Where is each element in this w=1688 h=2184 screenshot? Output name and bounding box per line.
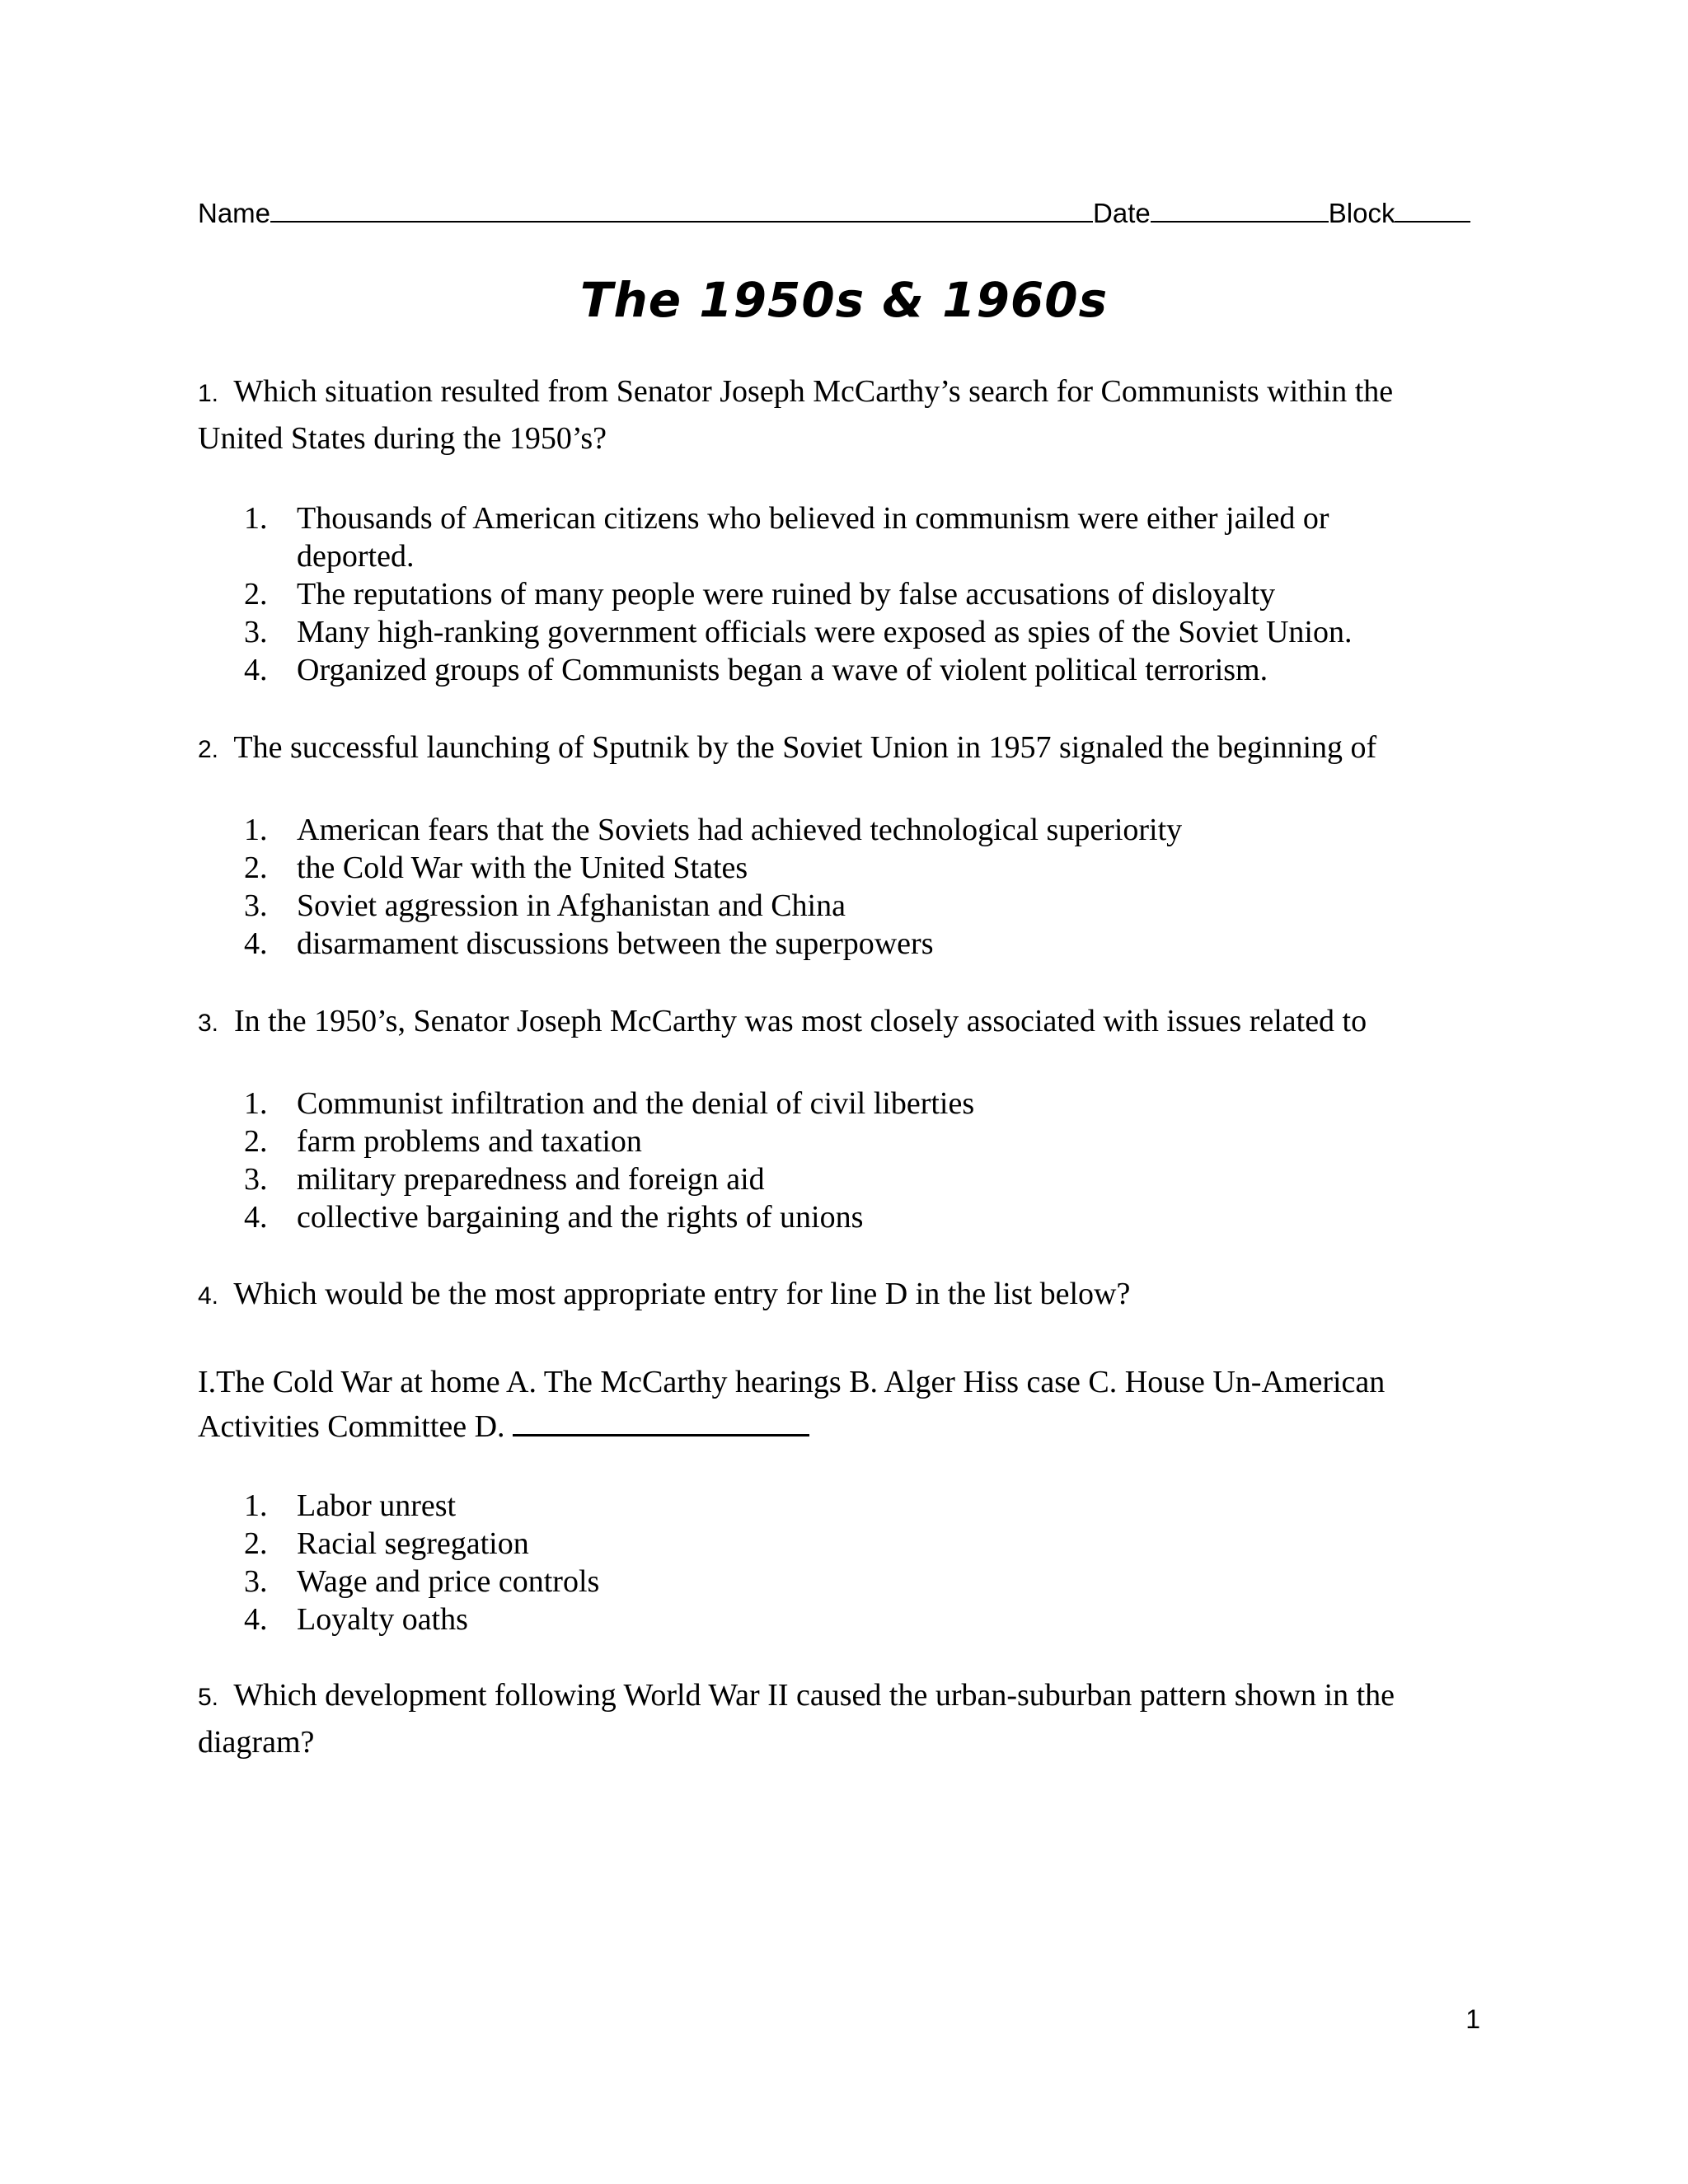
option[interactable]	[244, 887, 1414, 925]
question-text: The successful launching of Sputnik by the Soviet Union in 1957 signaled the beginning of	[233, 730, 1377, 765]
option-text: Wage and price controls	[297, 1564, 600, 1599]
header-line	[198, 196, 1484, 229]
option-text: Loyalty oaths	[297, 1602, 468, 1637]
date-label: Date	[1093, 198, 1151, 228]
option[interactable]	[244, 1122, 1414, 1160]
question-number: 4.	[198, 1282, 219, 1310]
option-number: 2.	[244, 1124, 268, 1159]
option-text: Thousands of American citizens who believed in communism were either jailed or deported.	[297, 501, 1329, 574]
option[interactable]	[244, 1525, 1414, 1563]
option-text: farm problems and taxation	[297, 1124, 642, 1159]
option[interactable]	[244, 1563, 1414, 1601]
question-1	[198, 369, 1484, 461]
question-1-options	[244, 499, 1414, 689]
question-2-options	[244, 811, 1414, 963]
option-number: 4.	[244, 1602, 268, 1637]
option-number: 3.	[244, 615, 268, 649]
option-number: 2.	[244, 577, 268, 612]
option-text: Organized groups of Communists began a wave of violent political terrorism.	[297, 653, 1268, 687]
option[interactable]	[244, 651, 1414, 689]
page-number: 1	[1465, 2004, 1480, 2034]
question-number: 5.	[198, 1684, 219, 1711]
block-blank[interactable]	[1395, 196, 1470, 223]
option[interactable]	[244, 1160, 1414, 1198]
option-number: 4.	[244, 926, 268, 961]
option-text: The reputations of many people were ruined by false accusations of disloyalty	[297, 577, 1276, 612]
question-2	[198, 725, 1484, 772]
option-text: Many high-ranking government officials were exposed as spies of the Soviet Union.	[297, 615, 1353, 649]
option-text: Racial segregation	[297, 1526, 529, 1561]
option-text: collective bargaining and the rights of unions	[297, 1200, 864, 1235]
option[interactable]	[244, 499, 1414, 575]
option-text: Soviet aggression in Afghanistan and China	[297, 888, 846, 923]
date-blank[interactable]	[1151, 196, 1329, 223]
question-number: 1.	[198, 380, 219, 407]
option-number: 3.	[244, 1564, 268, 1599]
option-number: 1.	[244, 501, 268, 536]
question-4	[198, 1272, 1484, 1319]
option[interactable]	[244, 575, 1414, 613]
option-text: the Cold War with the United States	[297, 851, 748, 885]
question-text: Which situation resulted from Senator Joseph McCarthy’s search for Communists within the United States during the 1950’s?	[198, 374, 1394, 456]
option-text: disarmament discussions between the superpowers	[297, 926, 934, 961]
question-4-options	[244, 1487, 1414, 1638]
option-number: 1.	[244, 1488, 268, 1523]
option-text: Labor unrest	[297, 1488, 457, 1523]
page-title: The 1950s & 1960s	[579, 272, 1109, 328]
answer-blank[interactable]	[513, 1406, 809, 1436]
block-label: Block	[1328, 198, 1395, 228]
option[interactable]	[244, 811, 1414, 849]
option-text: American fears that the Soviets had achieved technological superiority	[297, 813, 1183, 847]
option-number: 1.	[244, 813, 268, 847]
option-number: 3.	[244, 888, 268, 923]
question-text: In the 1950’s, Senator Joseph McCarthy was most closely associated with issues related to	[234, 1004, 1367, 1038]
option-number: 4.	[244, 653, 268, 687]
option-number: 2.	[244, 1526, 268, 1561]
option[interactable]	[244, 613, 1414, 651]
option[interactable]	[244, 1487, 1414, 1525]
question-number: 2.	[198, 736, 219, 763]
question-text: Which would be the most appropriate entry for line D in the list below?	[233, 1277, 1131, 1311]
option-number: 4.	[244, 1200, 268, 1235]
question-3	[198, 999, 1484, 1046]
option-text: military preparedness and foreign aid	[297, 1162, 765, 1197]
question-5	[198, 1673, 1484, 1765]
outline-list	[198, 1360, 1484, 1449]
name-label: Name	[198, 198, 271, 228]
question-text: Which development following World War II caused the urban-suburban pattern shown in the diagram?	[198, 1678, 1395, 1760]
question-number: 3.	[198, 1010, 219, 1037]
option[interactable]	[244, 1601, 1414, 1638]
question-3-options	[244, 1085, 1414, 1236]
option[interactable]	[244, 1198, 1414, 1236]
option-number: 1.	[244, 1086, 268, 1121]
option[interactable]	[244, 1085, 1414, 1122]
option[interactable]	[244, 925, 1414, 963]
option-text: Communist infiltration and the denial of civil liberties	[297, 1086, 975, 1121]
name-blank[interactable]	[270, 196, 1093, 223]
outline-text: I.The Cold War at home A. The McCarthy hearings B. Alger Hiss case C. House Un-American Activities Committee D.	[198, 1365, 1386, 1444]
option-number: 3.	[244, 1162, 268, 1197]
option[interactable]	[244, 849, 1414, 887]
option-number: 2.	[244, 851, 268, 885]
